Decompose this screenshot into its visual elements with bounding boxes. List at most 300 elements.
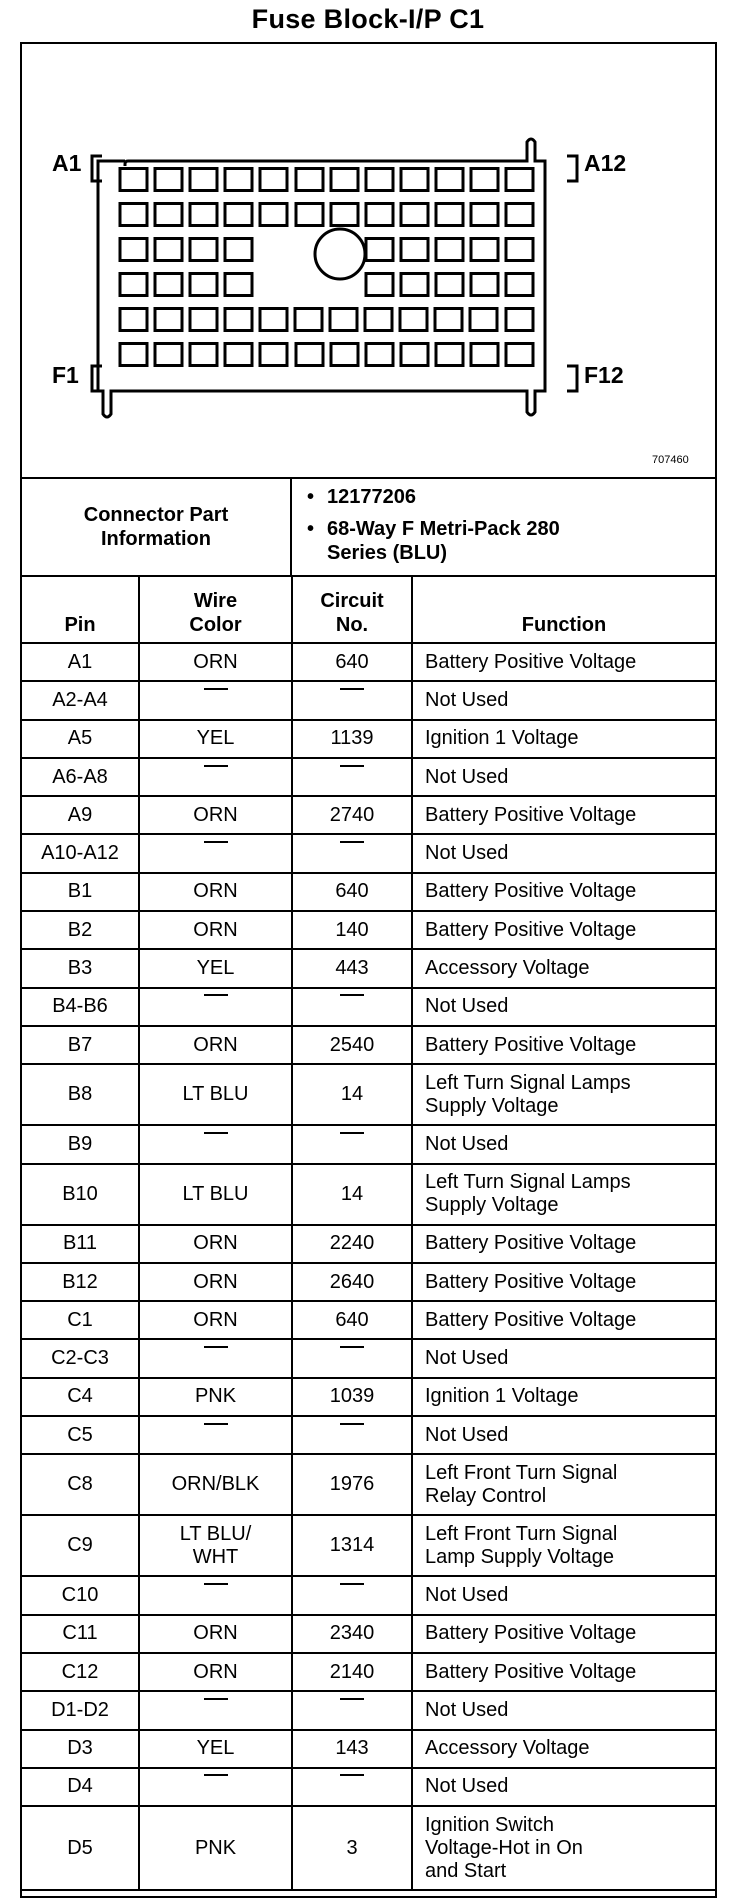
pin-cavity — [225, 169, 252, 191]
pin-cavity — [120, 274, 147, 296]
pin-cavity — [506, 344, 533, 366]
circuit-cell — [292, 1416, 412, 1454]
function-cell-text: Accessory Voltage — [425, 957, 590, 980]
pin-cavity — [155, 309, 182, 331]
bullet: • — [307, 518, 315, 540]
function-cell-text: Left Turn Signal Lamps Supply Voltage — [425, 1171, 631, 1217]
function-cell — [412, 1515, 715, 1576]
table-row — [22, 834, 715, 872]
pin-cavity — [260, 169, 287, 191]
wire-color-cell-text: ORN — [193, 1232, 238, 1255]
table-row — [22, 1026, 715, 1064]
pin-cell-text: B10 — [62, 1182, 98, 1205]
wire-color-cell-text: ORN — [193, 1622, 238, 1645]
circuit-cell-text: 14 — [340, 1182, 364, 1205]
table-row — [22, 1454, 715, 1515]
pin-cavity — [155, 204, 182, 226]
pin-cavity — [190, 204, 217, 226]
table-row — [22, 988, 715, 1026]
wire-color-cell — [139, 911, 292, 949]
pin-cavity — [120, 344, 147, 366]
table-row — [22, 1378, 715, 1416]
pin-cavity — [366, 239, 393, 261]
wire-color-cell-text: PNK — [194, 1385, 237, 1408]
circuit-cell — [292, 911, 412, 949]
pin-cavity — [436, 274, 463, 296]
pin-cavity — [366, 344, 393, 366]
table-row — [22, 1416, 715, 1454]
wire-color-cell — [139, 1768, 292, 1806]
pin-cavity — [366, 204, 393, 226]
not-used-dash — [204, 994, 228, 1019]
pin-cell — [22, 1263, 139, 1301]
function-cell — [412, 643, 715, 681]
function-cell — [412, 1301, 715, 1339]
function-cell — [412, 1730, 715, 1768]
circuit-cell-text: 2640 — [329, 1270, 375, 1293]
function-cell — [412, 1806, 715, 1890]
pin-cell — [22, 988, 139, 1026]
pin-cavity — [436, 204, 463, 226]
function-cell — [412, 720, 715, 758]
pin-cell-text: B7 — [67, 1033, 93, 1056]
wire-color-cell-text: ORN — [193, 880, 238, 903]
table-row — [22, 1806, 715, 1890]
pin-cavity — [471, 204, 498, 226]
wire-color-cell — [139, 1164, 292, 1225]
circuit-cell-text: 140 — [335, 918, 369, 941]
table-row — [22, 796, 715, 834]
function-cell-text: Not Used — [425, 995, 509, 1018]
pin-cell-text: A1 — [67, 650, 93, 673]
pin-cavity — [331, 344, 358, 366]
pin-cell-text: A2-A4 — [52, 688, 108, 711]
pin-cell — [22, 1416, 139, 1454]
pin-cell-text: B12 — [62, 1270, 98, 1293]
not-used-dash — [204, 765, 228, 790]
function-cell — [412, 988, 715, 1026]
function-cell — [412, 834, 715, 872]
pin-cavity — [401, 344, 428, 366]
not-used-dash — [204, 1774, 228, 1799]
pin-cavity — [155, 274, 182, 296]
bullet: • — [307, 486, 315, 508]
wire-color-cell-text: LT BLU — [182, 1083, 249, 1106]
function-cell-text: Battery Positive Voltage — [425, 1622, 637, 1645]
connector-face-drawing — [22, 44, 715, 477]
function-cell-text: Battery Positive Voltage — [425, 1660, 637, 1683]
header-circuit-no-text: Circuit No. — [320, 590, 384, 636]
pin-table-header — [22, 576, 715, 643]
pin-cell — [22, 1064, 139, 1125]
circuit-cell-text: 443 — [335, 957, 369, 980]
pin-cell-text: C10 — [61, 1583, 99, 1606]
not-used-dash — [340, 994, 364, 1019]
circuit-cell-text: 1139 — [330, 727, 374, 750]
circuit-cell — [292, 1263, 412, 1301]
circuit-cell — [292, 1301, 412, 1339]
wire-color-cell-text: LT BLU/ WHT — [179, 1522, 252, 1568]
table-row — [22, 949, 715, 987]
pin-cavity — [295, 309, 322, 331]
wire-color-cell — [139, 1225, 292, 1263]
pin-cavity — [190, 344, 217, 366]
function-cell — [412, 1416, 715, 1454]
part-description: 68-Way F Metri-Pack 280 Series (BLU) — [327, 518, 560, 564]
pin-cell-text: D3 — [67, 1737, 93, 1760]
table-row — [22, 1653, 715, 1691]
pin-cavity — [190, 274, 217, 296]
table-row — [22, 1263, 715, 1301]
pin-cell — [22, 681, 139, 719]
pin-cell-text: C9 — [67, 1534, 93, 1557]
pin-cavity — [506, 239, 533, 261]
pin-cavity — [401, 274, 428, 296]
function-cell — [412, 1064, 715, 1125]
circuit-cell — [292, 643, 412, 681]
circuit-cell — [292, 1653, 412, 1691]
pin-cell-text: C4 — [67, 1385, 93, 1408]
pin-cavity — [155, 239, 182, 261]
pin-cavity — [225, 344, 252, 366]
wire-color-cell-text: ORN — [193, 1308, 238, 1331]
function-cell-text: Not Used — [425, 1775, 509, 1798]
function-cell-text: Not Used — [425, 688, 509, 711]
function-cell — [412, 1454, 715, 1515]
function-cell-text: Not Used — [425, 1698, 509, 1721]
circuit-cell — [292, 949, 412, 987]
function-cell — [412, 1164, 715, 1225]
function-cell — [412, 681, 715, 719]
pin-cell-text: B2 — [67, 918, 93, 941]
pin-cavity — [471, 274, 498, 296]
wire-color-cell — [139, 681, 292, 719]
pin-cell-text: C1 — [67, 1308, 93, 1331]
function-cell — [412, 911, 715, 949]
not-used-dash — [340, 1423, 364, 1448]
pin-cavity — [190, 309, 217, 331]
header-function: Function — [412, 576, 715, 643]
function-cell — [412, 949, 715, 987]
pin-cell-text: B1 — [67, 880, 93, 903]
wire-color-cell — [139, 1125, 292, 1163]
not-used-dash — [204, 1423, 228, 1448]
pin-cell-text: C2-C3 — [51, 1347, 109, 1370]
function-cell-text: Battery Positive Voltage — [425, 1033, 637, 1056]
table-row — [22, 1515, 715, 1576]
wire-color-cell-text: YEL — [196, 957, 235, 980]
page-title: Fuse Block-I/P C1 — [251, 4, 485, 34]
connector-diagram — [22, 44, 715, 477]
pin-cavity — [331, 169, 358, 191]
wire-color-cell-text: ORN — [193, 650, 238, 673]
circuit-cell-text: 143 — [335, 1737, 369, 1760]
pin-cell-text: B8 — [67, 1083, 93, 1106]
not-used-dash — [340, 1698, 364, 1723]
wire-color-cell — [139, 1263, 292, 1301]
wire-color-cell — [139, 796, 292, 834]
function-cell-text: Ignition 1 Voltage — [425, 1385, 579, 1408]
pin-cavity — [296, 344, 323, 366]
pin-cavity — [120, 169, 147, 191]
header-wire-color-text: Wire Color — [189, 590, 242, 636]
part-number-item — [307, 485, 707, 509]
function-cell-text: Ignition 1 Voltage — [425, 727, 579, 750]
pin-cavity — [471, 169, 498, 191]
circuit-cell — [292, 1615, 412, 1653]
pin-cavity — [120, 204, 147, 226]
wire-color-cell-text: YEL — [196, 1737, 235, 1760]
table-row — [22, 1576, 715, 1614]
table-row — [22, 1339, 715, 1377]
pin-cell — [22, 1301, 139, 1339]
wire-color-cell-text: YEL — [196, 727, 235, 750]
pin-cell-text: D4 — [67, 1775, 93, 1798]
pin-cell — [22, 1339, 139, 1377]
f12-bracket — [567, 366, 577, 391]
function-cell-text: Battery Positive Voltage — [425, 1270, 637, 1293]
a12-bracket — [567, 156, 577, 181]
pin-cavity — [401, 204, 428, 226]
function-cell-text: Accessory Voltage — [425, 1737, 590, 1760]
header-wire-color — [139, 576, 292, 643]
function-cell — [412, 873, 715, 911]
wire-color-cell — [139, 1691, 292, 1729]
function-cell — [412, 1125, 715, 1163]
pin-cell — [22, 1454, 139, 1515]
circuit-cell-text: 1976 — [329, 1473, 375, 1496]
table-row — [22, 1064, 715, 1125]
function-cell — [412, 1691, 715, 1729]
pin-cavity — [260, 309, 287, 331]
connector-part-values — [307, 485, 707, 573]
circuit-cell-text: 1314 — [329, 1534, 375, 1557]
function-cell-text: Left Turn Signal Lamps Supply Voltage — [425, 1071, 631, 1117]
function-cell-text: Left Front Turn Signal Relay Control — [425, 1461, 618, 1507]
pin-cell — [22, 720, 139, 758]
circuit-cell — [292, 1730, 412, 1768]
table-row — [22, 1691, 715, 1729]
pin-cavity — [296, 169, 323, 191]
pin-cavity — [225, 309, 252, 331]
wire-color-cell — [139, 1806, 292, 1890]
table-row — [22, 681, 715, 719]
function-cell — [412, 758, 715, 796]
pin-cavity — [225, 239, 252, 261]
header-pin: Pin — [22, 576, 139, 643]
pin-cell — [22, 1515, 139, 1576]
pin-cavity — [470, 309, 497, 331]
pin-cell — [22, 796, 139, 834]
connector-part-label — [22, 479, 292, 575]
wire-color-cell — [139, 1576, 292, 1614]
label-f12: F12 — [584, 362, 624, 388]
not-used-dash — [340, 841, 364, 866]
not-used-dash — [204, 1132, 228, 1157]
not-used-dash — [340, 765, 364, 790]
function-cell-text: Battery Positive Voltage — [425, 803, 637, 826]
part-number: 12177206 — [327, 486, 416, 508]
wire-color-cell — [139, 1378, 292, 1416]
circuit-cell-text: 2240 — [329, 1232, 375, 1255]
table-row — [22, 643, 715, 681]
not-used-dash — [204, 1583, 228, 1608]
wire-color-cell — [139, 1653, 292, 1691]
function-cell — [412, 1339, 715, 1377]
wire-color-cell-text: ORN — [193, 803, 238, 826]
table-row — [22, 873, 715, 911]
circuit-cell-text: 2140 — [329, 1660, 375, 1683]
circuit-cell — [292, 1026, 412, 1064]
pin-cell — [22, 1125, 139, 1163]
pin-cell-text: D5 — [67, 1836, 93, 1859]
table-row — [22, 1125, 715, 1163]
pin-cell-text: B11 — [62, 1232, 98, 1255]
pin-cavity — [260, 204, 287, 226]
wire-color-cell — [139, 1615, 292, 1653]
connector-part-info — [22, 477, 715, 575]
pin-cavity — [471, 239, 498, 261]
pin-cell — [22, 1378, 139, 1416]
pin-cavity — [506, 309, 533, 331]
pin-cavity — [401, 239, 428, 261]
wire-color-cell — [139, 1454, 292, 1515]
pin-cavity — [260, 344, 287, 366]
circuit-cell — [292, 1378, 412, 1416]
circuit-cell — [292, 1125, 412, 1163]
table-row — [22, 1225, 715, 1263]
pin-cavity — [190, 169, 217, 191]
label-a12: A12 — [584, 150, 627, 176]
pin-cavity — [366, 169, 393, 191]
wire-color-cell — [139, 1416, 292, 1454]
pin-cell — [22, 643, 139, 681]
pin-cavity — [400, 309, 427, 331]
pin-cavity — [506, 204, 533, 226]
function-cell-text: Not Used — [425, 1583, 509, 1606]
figure-code: 707460 — [652, 454, 689, 466]
pin-cell — [22, 834, 139, 872]
table-row — [22, 1730, 715, 1768]
table-row — [22, 758, 715, 796]
wire-color-cell — [139, 1301, 292, 1339]
pin-cell — [22, 1806, 139, 1890]
pin-cell — [22, 911, 139, 949]
pin-cell — [22, 1653, 139, 1691]
pin-cell-text: C12 — [61, 1660, 99, 1683]
pin-cell — [22, 1576, 139, 1614]
part-description-item — [307, 517, 567, 565]
pin-cell — [22, 1615, 139, 1653]
wire-color-cell-text: ORN — [193, 1270, 238, 1293]
function-cell — [412, 796, 715, 834]
function-cell — [412, 1263, 715, 1301]
pin-cell — [22, 1691, 139, 1729]
connector-part-label-text: Connector Part Information — [83, 504, 229, 550]
pin-cell-text: A6-A8 — [52, 765, 108, 788]
wire-color-cell — [139, 873, 292, 911]
circuit-cell-text: 2540 — [329, 1033, 375, 1056]
function-cell-text: Battery Positive Voltage — [425, 1232, 637, 1255]
not-used-dash — [204, 1346, 228, 1371]
table-row — [22, 911, 715, 949]
function-cell — [412, 1653, 715, 1691]
wire-color-cell-text: ORN — [193, 1660, 238, 1683]
circuit-cell — [292, 720, 412, 758]
pin-cell — [22, 949, 139, 987]
circuit-cell — [292, 834, 412, 872]
pin-cell-text: B3 — [67, 957, 93, 980]
pin-cavity — [435, 309, 462, 331]
wire-color-cell-text: LT BLU — [182, 1182, 249, 1205]
connector-frame — [20, 42, 717, 1898]
function-cell-text: Not Used — [425, 1423, 509, 1446]
not-used-dash — [204, 688, 228, 713]
pin-cell-text: C5 — [67, 1423, 93, 1446]
pin-cavity — [155, 169, 182, 191]
label-a1: A1 — [52, 150, 82, 176]
function-cell — [412, 1225, 715, 1263]
pin-table — [22, 575, 715, 1891]
circuit-cell — [292, 1806, 412, 1890]
wire-color-cell — [139, 1026, 292, 1064]
circuit-cell-text: 14 — [340, 1083, 364, 1106]
pin-cavity — [365, 309, 392, 331]
not-used-dash — [204, 1698, 228, 1723]
wire-color-cell-text: ORN/BLK — [171, 1473, 260, 1496]
function-cell-text: Battery Positive Voltage — [425, 880, 637, 903]
wire-color-cell — [139, 834, 292, 872]
pin-cavity — [296, 204, 323, 226]
wire-color-cell — [139, 758, 292, 796]
function-cell — [412, 1615, 715, 1653]
not-used-dash — [340, 688, 364, 713]
wire-color-cell — [139, 643, 292, 681]
circuit-cell — [292, 1691, 412, 1729]
wire-color-cell — [139, 1515, 292, 1576]
pin-cell-text: C8 — [67, 1473, 93, 1496]
function-cell-text: Not Used — [425, 765, 509, 788]
circuit-cell — [292, 758, 412, 796]
circuit-cell — [292, 796, 412, 834]
circuit-cell — [292, 873, 412, 911]
header-circuit-no — [292, 576, 412, 643]
circuit-cell-text: 640 — [335, 880, 369, 903]
function-cell-text: Not Used — [425, 1347, 509, 1370]
circuit-cell-text: 2340 — [329, 1622, 375, 1645]
function-cell-text: Not Used — [425, 1132, 509, 1155]
not-used-dash — [340, 1774, 364, 1799]
function-cell-text: Not Used — [425, 842, 509, 865]
table-row — [22, 1301, 715, 1339]
circuit-cell-text: 1039 — [329, 1385, 375, 1408]
table-row — [22, 1768, 715, 1806]
pin-cell — [22, 1164, 139, 1225]
circuit-cell — [292, 988, 412, 1026]
pin-cavity — [436, 169, 463, 191]
pin-cell-text: B9 — [67, 1132, 93, 1155]
pin-cell — [22, 758, 139, 796]
circuit-cell — [292, 1515, 412, 1576]
wire-color-cell — [139, 1064, 292, 1125]
wire-color-cell-text: ORN — [193, 1033, 238, 1056]
pin-cavity — [401, 169, 428, 191]
function-cell-text: Ignition Switch Voltage-Hot in On and Start — [425, 1813, 583, 1882]
circuit-cell — [292, 1576, 412, 1614]
pin-cavity — [120, 239, 147, 261]
pin-cavity — [225, 204, 252, 226]
pin-cell — [22, 1225, 139, 1263]
